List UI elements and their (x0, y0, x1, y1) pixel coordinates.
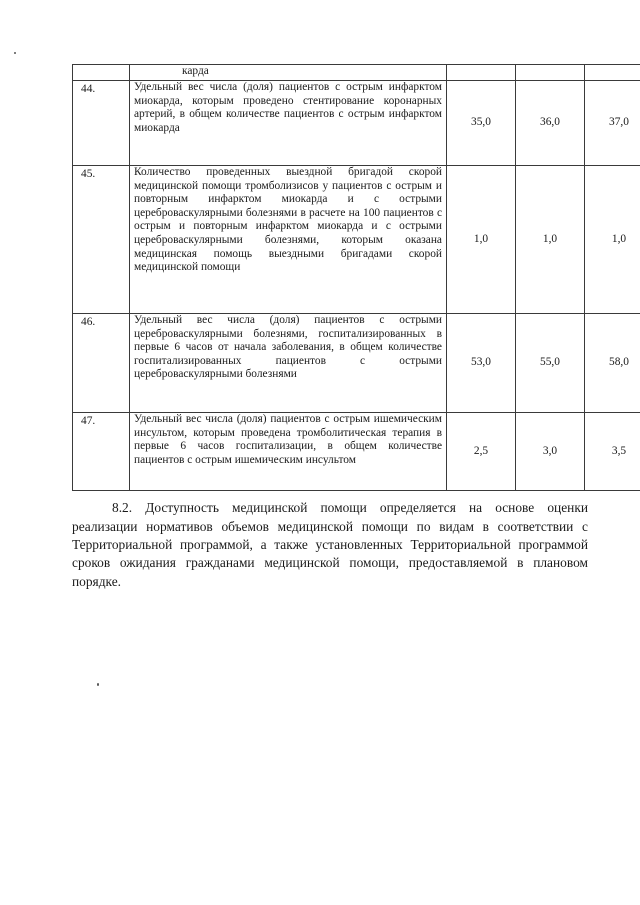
value-cell: 58,0 (585, 314, 640, 413)
value-cell: 3,5 (585, 413, 640, 491)
value-cell: 1,0 (447, 166, 516, 314)
indicators-table (72, 64, 640, 491)
value-cell: 35,0 (447, 81, 516, 166)
value-cell: 37,0 (585, 81, 640, 166)
scan-speck (97, 683, 99, 686)
row-number: 45. (73, 166, 130, 314)
table-row (73, 166, 640, 314)
row-description: Количество проведенных выездной бригадой скорой медицинской помощи тромболизисов у пациентов с острым и повторным инфарктом миокарда и с острыми цереброваскулярными болезнями в расчете на 100 пациентов с острым и повторным инфарктом миокарда и с острыми цереброваскулярными болезнями, которым оказана медицинская помощь выездными бригадами скорой медицинской помощи (130, 166, 447, 314)
table-row (73, 413, 640, 491)
row-number: 46. (73, 314, 130, 413)
table-row (73, 314, 640, 413)
row-description: Удельный вес числа (доля) пациентов с острыми цереброваскулярными болезнями, госпитализированных в первые 6 часов от начала заболевания, в общем количестве госпитализированных пациентов с острыми цереброваскулярными болезнями (130, 314, 447, 413)
row-description: Удельный вес числа (доля) пациентов с острым ишемическим инсультом, которым проведена тромболитическая терапия в первые 6 часов госпитализации, в общем количестве пациентов с острым ишемическим инсультом (130, 413, 447, 491)
table-row (73, 81, 640, 166)
value-cell: 36,0 (516, 81, 585, 166)
value-cell: 1,0 (516, 166, 585, 314)
row-number: 47. (73, 413, 130, 491)
value-cell (447, 65, 516, 81)
value-cell (585, 65, 640, 81)
value-cell (516, 65, 585, 81)
row-description: Удельный вес числа (доля) пациентов с острым инфарктом миокарда, которым проведено стентирование коронарных артерий, в общем количестве пациентов с острым инфарктом миокарда (130, 81, 447, 166)
section-paragraph: 8.2. Доступность медицинской помощи определяется на основе оценки реализации нормативов объемов медицинской помощи по видам в соответствии с Территориальной программой, а также установленных Территориальной программой сроков ожидания гражданами медицинской помощи, предоставляемой в плановом порядке. (72, 500, 588, 589)
value-cell: 1,0 (585, 166, 640, 314)
value-cell: 53,0 (447, 314, 516, 413)
row-description: карда (130, 65, 447, 81)
row-number (73, 65, 130, 81)
value-cell: 55,0 (516, 314, 585, 413)
row-number: 44. (73, 81, 130, 166)
value-cell: 3,0 (516, 413, 585, 491)
scan-speck (14, 52, 16, 54)
table-row (73, 65, 640, 81)
value-cell: 2,5 (447, 413, 516, 491)
